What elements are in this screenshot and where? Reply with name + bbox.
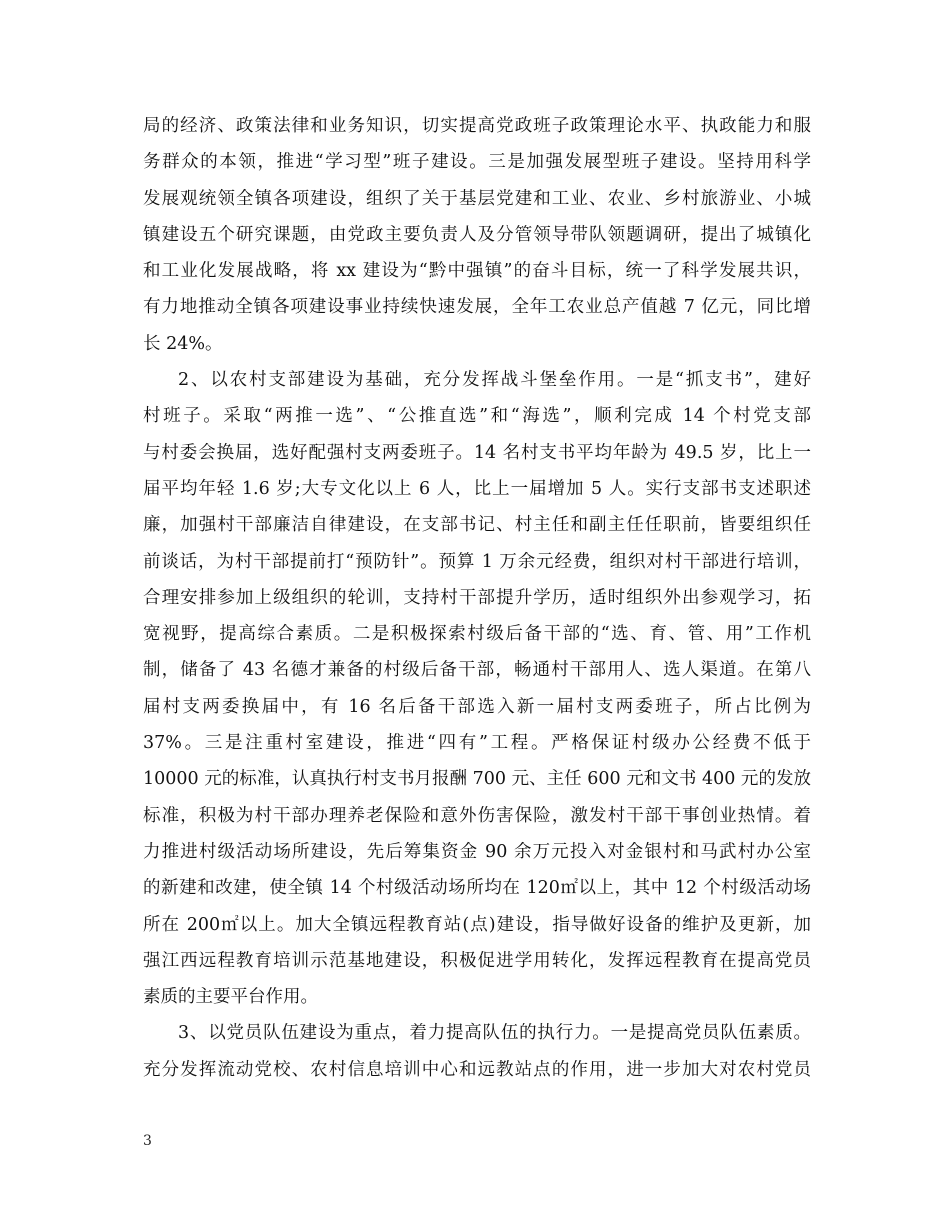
text-line: 素质的主要平台作用。 xyxy=(143,987,318,1008)
paragraph-start-line: 2、以农村支部建设为基础，充分发挥战斗堡垒作用。一是“抓支书”，建好 xyxy=(178,370,811,391)
paragraph-start-line: 3、以党员队伍建设为重点，着力提高队伍的执行力。一是提高党员队伍素质。 xyxy=(178,1023,811,1044)
page-number: 3 xyxy=(143,1133,152,1149)
text-line: 充分发挥流动党校、农村信息培训中心和远教站点的作用，进一步加大对农村党员 xyxy=(143,1059,811,1080)
text-line: 镇建设五个研究课题，由党政主要负责人及分管领导带队领题调研，提出了城镇化 xyxy=(143,224,811,245)
text-line: 所在 200㎡以上。加大全镇远程教育站(点)建设，指导做好设备的维护及更新，加 xyxy=(143,914,811,935)
text-line: 局的经济、政策法律和业务知识，切实提高党政班子政策理论水平、执政能力和服 xyxy=(143,116,811,136)
text-line: 制，储备了 43 名德才兼备的村级后备干部，畅通村干部用人、选人渠道。在第八 xyxy=(143,660,811,681)
text-line: 的新建和改建，使全镇 14 个村级活动场所均在 120㎡以上，其中 12 个村级活动场 xyxy=(143,878,811,899)
text-line: 标准，积极为村干部办理养老保险和意外伤害保险，激发村干部干事创业热情。着 xyxy=(143,805,811,826)
text-line: 村班子。采取“两推一选”、“公推直选”和“海选”，顺利完成 14 个村党支部 xyxy=(143,406,811,427)
text-line: 与村委会换届，选好配强村支两委班子。14 名村支书平均年龄为 49.5 岁，比上一 xyxy=(143,442,811,463)
text-line: 和工业化发展战略，将 xx 建设为“黔中强镇”的奋斗目标，统一了科学发展共识， xyxy=(143,261,811,282)
text-line: 务群众的本领，推进“学习型”班子建设。三是加强发展型班子建设。坚持用科学 xyxy=(143,152,811,173)
text-line: 届平均年轻 1.6 岁;大专文化以上 6 人，比上一届增加 5 人。实行支部书支述职述 xyxy=(143,478,811,499)
body-text xyxy=(143,108,811,1088)
text-line: 宽视野，提高综合素质。二是积极探索村级后备干部的“选、育、管、用”工作机 xyxy=(143,624,811,645)
text-line: 强江西远程教育培训示范基地建设，积极促进学用转化，发挥远程教育在提高党员 xyxy=(143,950,811,971)
text-line: 37%。三是注重村室建设，推进“四有”工程。严格保证村级办公经费不低于 xyxy=(143,733,811,754)
text-line: 届村支两委换届中，有 16 名后备干部选入新一届村支两委班子，所占比例为 xyxy=(143,696,811,717)
text-line: 合理安排参加上级组织的轮训，支持村干部提升学历，适时组织外出参观学习，拓 xyxy=(143,587,811,608)
text-line: 发展观统领全镇各项建设，组织了关于基层党建和工业、农业、乡村旅游业、小城 xyxy=(143,188,811,209)
text-line: 长 24%。 xyxy=(143,333,223,354)
text-line: 10000 元的标准，认真执行村支书月报酬 700 元、主任 600 元和文书 400 元的发放 xyxy=(143,769,811,790)
text-line: 廉，加强村干部廉洁自律建设，在支部书记、村主任和副主任任职前，皆要组织任 xyxy=(143,515,811,536)
text-line: 力推进村级活动场所建设，先后筹集资金 90 余万元投入对金银村和马武村办公室 xyxy=(143,841,811,862)
text-line: 前谈话，为村干部提前打“预防针”。预算 1 万余元经费，组织对村干部进行培训， xyxy=(143,551,811,572)
text-line: 有力地推动全镇各项建设事业持续快速发展，全年工农业总产值越 7 亿元，同比增 xyxy=(143,297,811,318)
